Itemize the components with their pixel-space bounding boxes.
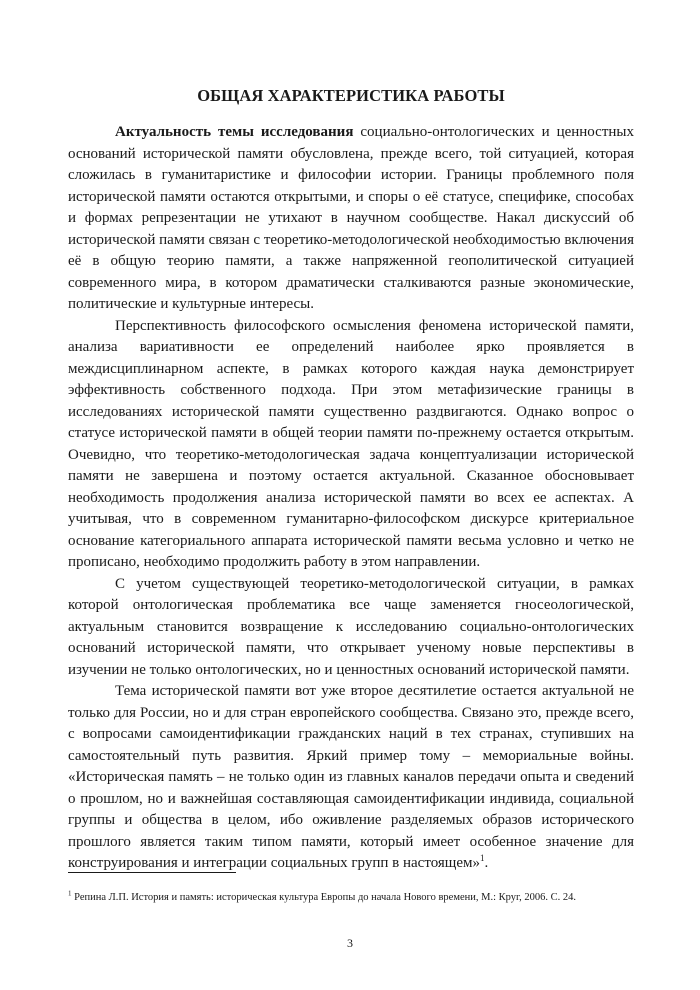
footnote-text: Репина Л.П. История и память: историческая культура Европы до начала Нового времени, М.: Круг, 2006. С. 24. bbox=[71, 892, 576, 903]
paragraph-text: социально-онтологических и ценностных оснований исторической памяти обусловлена, прежде всего, той ситуацией, которая сложилась в гуманитаристике и философии истории. Границы проблемного поля исторической памяти остаются открытыми, и споры о её статусе, специфике, способах и формах репрезентации не утихают в научном сообществе. Накал дискуссий об исторической памяти связан с теоретико-методологической необходимостью включения её в общую теорию памяти, а также напряженной геополитической ситуацией современного мира, в котором драматически сталкиваются разные экономические, политические и культурные интересы. bbox=[68, 124, 634, 312]
section-title: ОБЩАЯ ХАРАКТЕРИСТИКА РАБОТЫ bbox=[197, 86, 505, 105]
paragraph-text: С учетом существующей теоретико-методологической ситуации, в рамках которой онтологическая проблематика все чаще заменяется гносеологической, актуальным становится возвращение к исследованию социально-онтологических оснований исторической памяти, что открывает ученому новые перспективы в изучении не только онтологических, но и ценностных оснований исторической памяти. bbox=[68, 575, 634, 678]
paragraph-lead-term: Актуальность темы исследования bbox=[115, 124, 354, 140]
paragraph-topic bbox=[68, 681, 634, 875]
paragraph-text: Перспективность философского осмысления феномена исторической памяти, анализа вариативности ее определений наиболее ярко проявляется в междисциплинарном аспекте, в рамках которого каждая наука демонстрирует эффективность собственного подхода. При этом метафизические границы в исследованиях исторической памяти существенно раздвигаются. Однако вопрос о статусе исторической памяти в общей теории памяти по-прежнему остается открытым. Очевидно, что теоретико-методологическая задача концептуализации исторической памяти не завершена и поэтому остается актуальной. Сказанное обосновывает необходимость продолжения анализа исторической памяти во всех ее аспектах. А учитывая, что в современном гуманитарно-философском дискурсе критериальное основание категориального аппарата исторической памяти весьма условно и четко не прописано, необходимо продолжить работу в этом направлении. bbox=[68, 317, 634, 570]
paragraph-tail: . bbox=[484, 855, 489, 871]
page-number: 3 bbox=[347, 936, 353, 950]
paragraph-methodology bbox=[68, 574, 634, 682]
footnote-divider bbox=[68, 872, 236, 873]
paragraph-perspective bbox=[68, 316, 634, 574]
body-text bbox=[68, 122, 634, 875]
paragraph-relevance bbox=[68, 122, 634, 316]
footnote bbox=[68, 890, 634, 905]
footnote-marker: 1 bbox=[68, 889, 72, 898]
footnote-reference[interactable]: 1 bbox=[480, 853, 485, 863]
paragraph-text: Тема исторической памяти вот уже второе десятилетие остается актуальной не только для России, но и для стран европейского сообщества. Связано это, прежде всего, с вопросами самоидентификации гражданских наций в тех странах, ступивших на самостоятельный путь развития. Яркий пример тому – мемориальные войны. «Историческая память – не только один из главных каналов передачи опыта и сведений о прошлом, но и важнейшая составляющая самоидентификации индивида, социальной группы и общества в целом, ибо оживление разделяемых образов исторического прошлого является таким типом памяти, который имеет особенное значение для конструирования и интеграции социальных групп в настоящем» bbox=[68, 683, 634, 871]
